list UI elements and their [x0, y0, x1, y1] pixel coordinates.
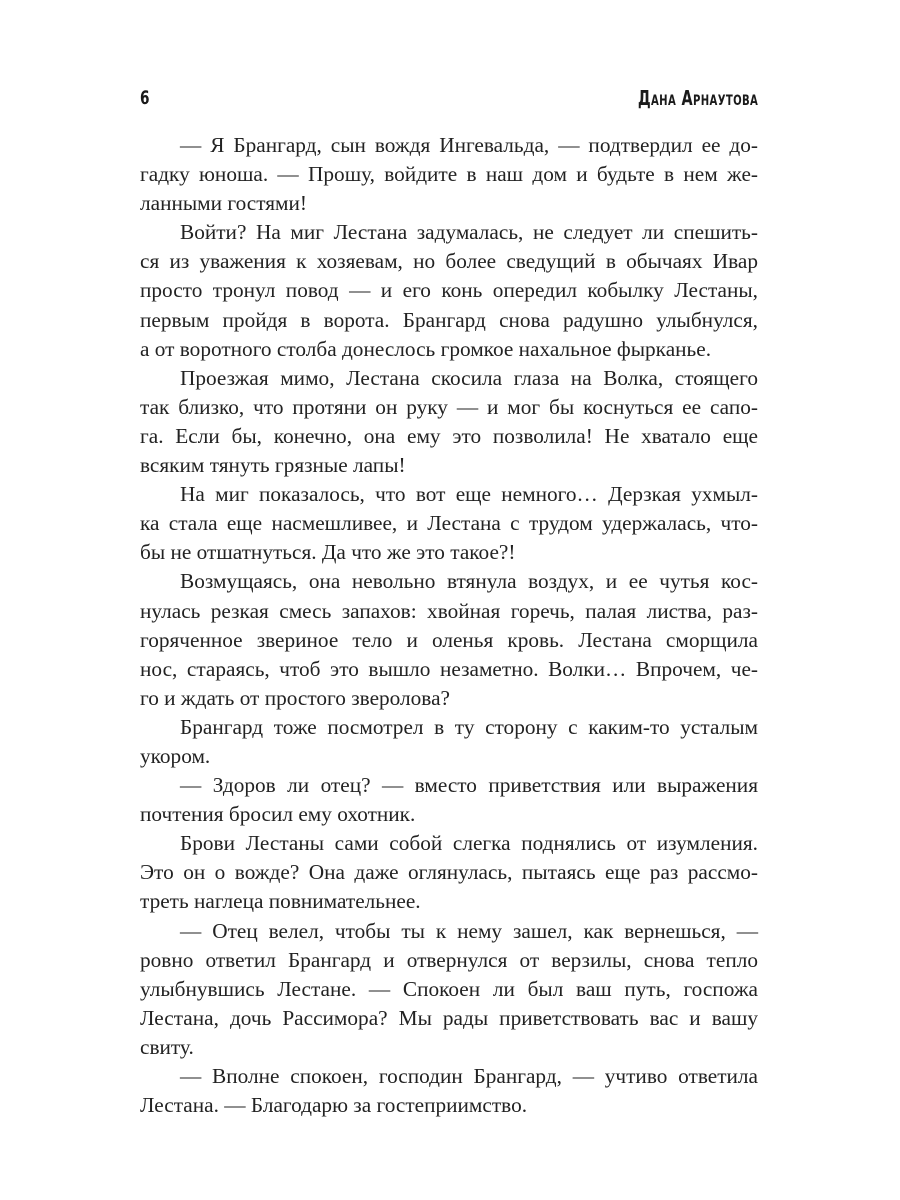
text-line: нос, стараясь, чтоб это вышло незаметно. Волки… Впрочем, че- — [140, 656, 758, 681]
text-line: На миг показалось, что вот еще немного… Дерзкая ухмыл- — [180, 482, 758, 507]
text-line: Это он о вожде? Она даже оглянулась, пытаясь еще раз рассмо- — [140, 860, 758, 885]
text-line: ровно ответил Брангард и отвернулся от верзилы, снова тепло — [140, 947, 758, 972]
text-line: Возмущаясь, она невольно втянула воздух, и ее чутья кос- — [180, 569, 758, 594]
text-line: а от воротного столба донеслось громкое нахальное фырканье. — [140, 336, 712, 361]
text-line: Брангард тоже посмотрел в ту сторону с каким-то усталым — [180, 714, 758, 739]
text-line: всяким тянуть грязные лапы! — [140, 453, 406, 478]
page-header — [140, 83, 758, 113]
text-line: ся из уважения к хозяевам, но более сведущий в обычаях Ивар — [140, 249, 758, 274]
text-line: нулась резкая смесь запахов: хвойная горечь, палая листва, раз- — [140, 598, 758, 623]
text-line: ка стала еще насмешливее, и Лестана с трудом удержалась, что- — [140, 511, 758, 536]
text-line: свиту. — [140, 1034, 194, 1059]
running-head-author: Дана Арнаутова — [637, 86, 758, 110]
text-line: Лестана. — Благодарю за гостеприимство. — [140, 1093, 528, 1118]
text-line: укором. — [140, 743, 211, 768]
text-line: — Отец велел, чтобы ты к нему зашел, как вернешься, — — [180, 918, 758, 943]
text-line: почтения бросил ему охотник. — [140, 802, 416, 827]
text-line: первым пройдя в ворота. Брангард снова радушно улыбнулся, — [140, 307, 758, 332]
text-line: бы не отшатнуться. Да что же это такое?! — [140, 540, 516, 565]
text-line: — Вполне спокоен, господин Брангард, — учтиво ответила — [180, 1064, 758, 1088]
text-line: треть наглеца повнимательнее. — [140, 889, 421, 914]
text-line: Брови Лестаны сами собой слегка поднялись от изумления. — [180, 831, 758, 856]
text-line: горяченное звериное тело и оленья кровь. Лестана сморщила — [140, 627, 758, 652]
text-line: — Я Брангард, сын вождя Ингевальда, — подтвердил ее до- — [180, 133, 758, 157]
text-line: так близко, что протяни он руку — и мог бы коснуться ее сапо- — [140, 394, 758, 419]
text-line: Лестана, дочь Рассимора? Мы рады приветствовать вас и вашу — [140, 1005, 758, 1030]
text-line: — Здоров ли отец? — вместо приветствия или выражения — [180, 773, 758, 798]
text-line: Войти? На миг Лестана задумалась, не следует ли спешить- — [180, 220, 758, 245]
text-line: ланными гостями! — [140, 191, 308, 216]
page-number: 6 — [140, 87, 150, 109]
text-line: улыбнувшись Лестане. — Спокоен ли был ваш путь, госпожа — [140, 976, 758, 1001]
text-line: просто тронул повод — и его конь опередил кобылку Лестаны, — [140, 278, 758, 303]
text-line: Проезжая мимо, Лестана скосила глаза на Волка, стоящего — [180, 365, 758, 390]
text-line: га. Если бы, конечно, она ему это позволила! Не хватало еще — [140, 423, 758, 448]
text-line: го и ждать от простого зверолова? — [140, 685, 450, 710]
body-text — [140, 131, 758, 1120]
text-line: гадку юноша. — Прошу, войдите в наш дом и будьте в нем же- — [140, 162, 758, 187]
